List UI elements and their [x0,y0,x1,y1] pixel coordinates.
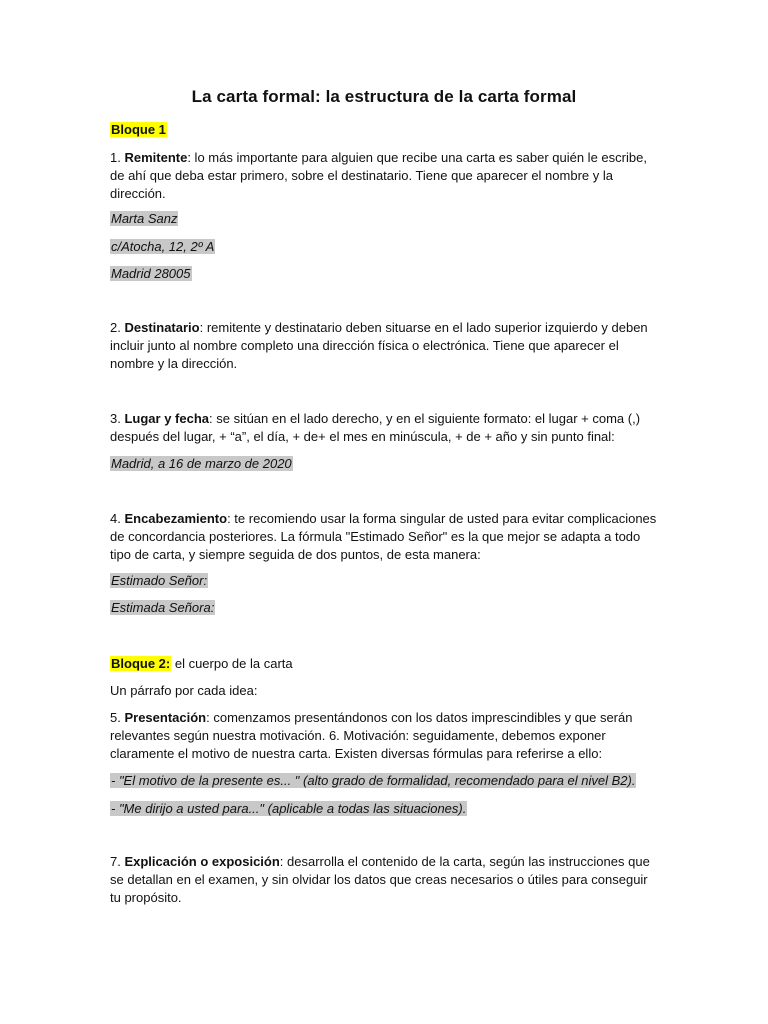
example-text: Madrid, a 16 de marzo de 2020 [111,456,292,471]
section-number: 1. [110,150,121,165]
section-text: : lo más importante para alguien que recibe una carta es saber quién le escribe, de ahí que deba estar primero, sobre el destinatario. Tiene que aparecer el nombre y la dirección. [110,150,647,201]
section-number: 2. [110,320,121,335]
section-term: Remitente [124,150,188,165]
example-text: c/Atocha, 12, 2º A [111,239,215,254]
section-lugar-fecha [110,410,658,446]
bloque2-intro: Un párrafo por cada idea: [110,683,258,698]
bloque2-text: el cuerpo de la carta [171,656,293,671]
section-term: Lugar y fecha [124,411,209,426]
remitente-example-city [110,265,655,283]
section-term: Presentación [124,710,207,725]
section-term: Encabezamiento [124,511,228,526]
section-encabezamiento [110,510,658,564]
section-number: 4. [110,511,121,526]
example-text: - "Me dirijo a usted para..." (aplicable a todas las situaciones). [111,801,467,816]
example-text: Marta Sanz [111,211,178,226]
bloque2-heading [110,655,655,673]
section-number: 5. [110,710,121,725]
section-number: 3. [110,411,121,426]
section-destinatario [110,319,658,373]
example-text: Estimada Señora: [111,600,215,615]
section-remitente [110,149,658,203]
section-number: 7. [110,854,121,869]
bloque1-label: Bloque 1 [111,122,166,137]
remitente-example-name [110,210,655,228]
section-term: Explicación o exposición [124,854,280,869]
example-text: Estimado Señor: [111,573,208,588]
example-text: - "El motivo de la presente es... " (alto grado de formalidad, recomendado para el nivel B2). [111,773,636,788]
section-text: : se sitúan en el lado derecho, y en el siguiente formato: el lugar + coma (,) después del lugar, + “a”, el día, + de+ el mes en minúscula, + de + año y sin punto final: [110,411,641,444]
remitente-example-street [110,238,655,256]
section-text: : desarrolla el contenido de la carta, según las instrucciones que se detallan en el examen, y sin olvidar los datos que creas necesarios o útiles para conseguir tu propósito. [110,854,650,905]
example-text: Madrid 28005 [111,266,191,281]
section-term: Destinatario [124,320,200,335]
section-presentacion [110,709,658,763]
encabezamiento-example-1 [110,572,655,590]
section-text: : te recomiendo usar la forma singular de usted para evitar complicaciones de concordancia posteriores. La fórmula "Estimado Señor" es la que mejor se adapta a todo tipo de carta, y siempre seguida de dos puntos, de esta manera: [110,511,657,562]
bloque2-label: Bloque 2: [111,656,171,671]
bloque1-heading [110,121,655,139]
document-title: La carta formal: la estructura de la carta formal [191,87,577,106]
section-text: : comenzamos presentándonos con los datos imprescindibles y que serán relevantes según nuestra motivación. 6. Motivación: seguidamente, debemos exponer claramente el motivo de nuestra carta. Existen diversas fórmulas para referirse a ello: [110,710,633,761]
section-text: : remitente y destinatario deben situarse en el lado superior izquierdo y deben incluir junto al nombre completo una dirección física o electrónica. Tiene que aparecer el nombre y la dirección. [110,320,648,371]
lugar-fecha-example [110,455,655,473]
motivacion-example-1 [110,772,670,790]
section-explicacion [110,853,658,907]
motivacion-example-2 [110,800,655,818]
encabezamiento-example-2 [110,599,655,617]
